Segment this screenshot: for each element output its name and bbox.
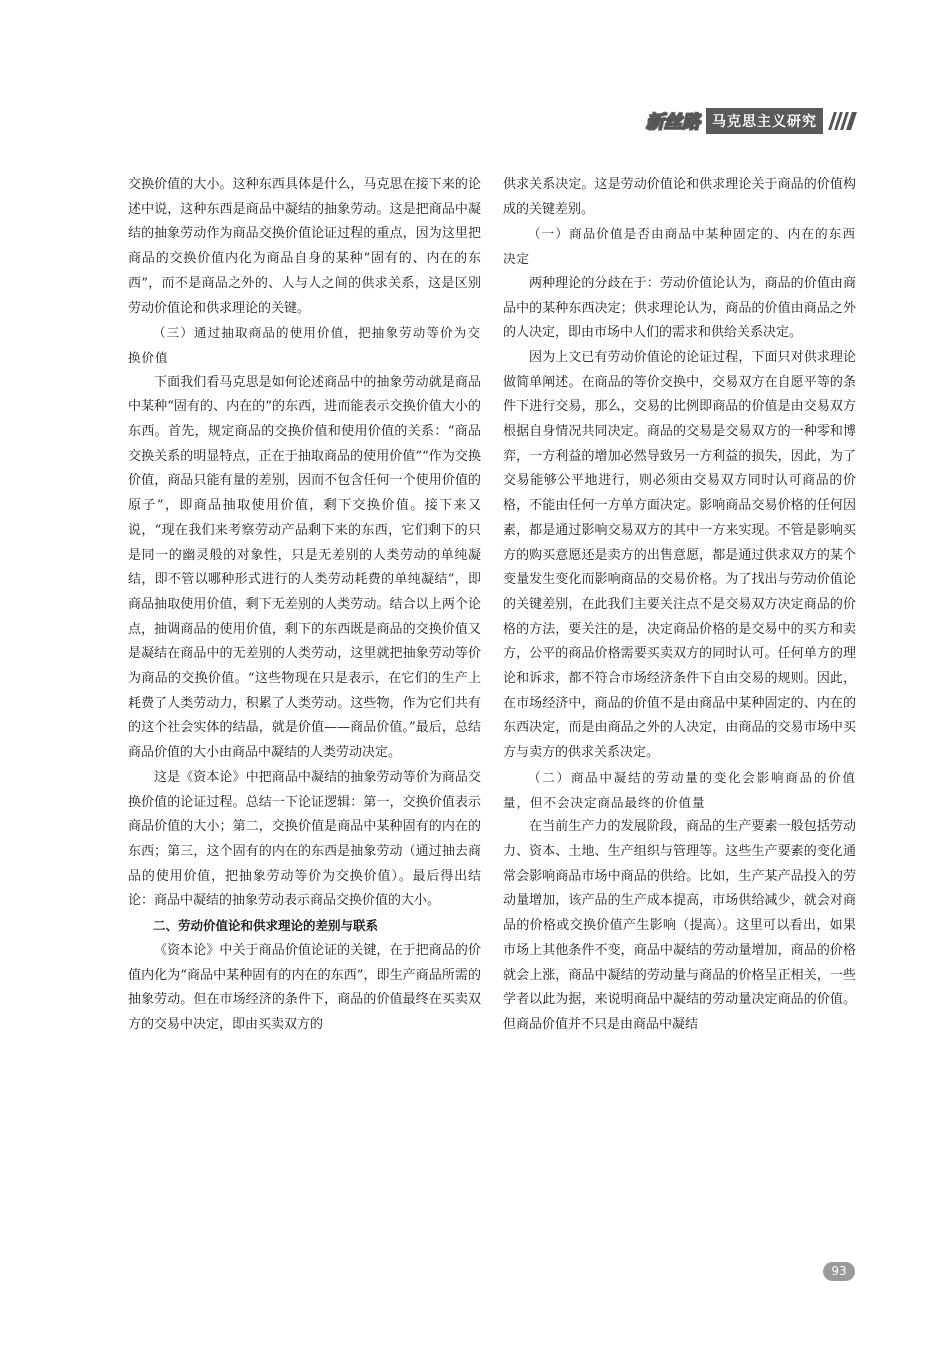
- journal-brand: 新丝路: [646, 112, 700, 133]
- paragraph: 两种理论的分歧在于：劳动价值论认为，商品的价值由商品中的某种东西决定；供求理论认为，商品的价值由商品之外的人决定，即由市场中人们的需求和供给关系决定。: [503, 275, 856, 341]
- paragraph: 供求关系决定。这是劳动价值论和供求理论关于商品的价值构成的关键差别。: [503, 177, 856, 217]
- subsection-heading: （一）商品价值是否由商品中某种固定的、内在的东西决定: [503, 226, 856, 267]
- paragraph: 《资本论》中关于商品价值论证的关键，在于把商品的价值内化为“商品中某种固有的内在的东西”，即生产商品所需的抽象劳动。但在市场经济的条件下，商品的价值最终在买卖双方的交易中决定，即由买卖双方的: [128, 942, 481, 1032]
- section-tag: 马克思主义研究: [706, 108, 823, 134]
- section-heading: 二、劳动价值论和供求理论的差别与联系: [153, 918, 379, 934]
- right-column: [503, 173, 856, 1038]
- paragraph: 这是《资本论》中把商品中凝结的抽象劳动等价为商品交换价值的论证过程。总结一下论证逻辑：第一，交换价值表示商品价值的大小；第二，交换价值是商品中某种固有的内在的东西；第三，这个固有的内在的东西是抽象劳动（通过抽去商品的使用价值，把抽象劳动等价为交换价值）。最后得出结论：商品中凝结的抽象劳动表示商品交换价值的大小。: [128, 769, 481, 909]
- page-number: 93: [823, 1262, 855, 1281]
- paragraph: 在当前生产力的发展阶段，商品的生产要素一般包括劳动力、资本、土地、生产组织与管理等。这些生产要素的变化通常会影响商品市场中商品的供给。比如，生产某产品投入的劳动量增加，该产品的生产成本提高，市场供给减少，就会对商品的价格或交换价值产生影响（提高）。这里可以看出，如果市场上其他条件不变，商品中凝结的劳动量增加，商品的价格就会上涨，商品中凝结的劳动量与商品的价格呈正相关，一些学者以此为据，来说明商品中凝结的劳动量决定商品的价值。但商品价值并不只是由商品中凝结: [503, 819, 856, 1032]
- slash-decoration-icon: [831, 112, 854, 130]
- paragraph: 因为上文已有劳动价值论的论证过程，下面只对供求理论做简单阐述。在商品的等价交换中，交易双方在自愿平等的条件下进行交易，那么，交易的比例即商品的价值是由交易双方根据自身情况共同决定。商品的交易是交易双方的一种零和博弈，一方利益的增加必然导致另一方利益的损失，因此，为了交易能够公平地进行，则必须由交易双方同时认可商品的价格，不能由任何一方单方面决定。影响商品交易价格的任何因素，都是通过影响交易双方的其中一方来实现。不管是影响买方的购买意愿还是卖方的出售意愿，都是通过供求双方的某个变量发生变化而影响商品的交易价格。为了找出与劳动价值论的关键差别，在此我们主要关注点不是交易双方决定商品的价格的方法，要关注的是，决定商品价格的是交易中的买方和卖方，公平的商品价格需要买卖双方的同时认可。任何单方的理论和诉求，都不符合市场经济条件下自由交易的规则。因此，在市场经济中，商品的价值不是由商品中某种固定的、内在的东西决定，而是由商品之外的人决定，由商品的交易市场中买方与卖方的供求关系决定。: [503, 349, 856, 761]
- paragraph: 交换价值的大小。这种东西具体是什么，马克思在接下来的论述中说，这种东西是商品中凝结的抽象劳动。这是把商品中凝结的抽象劳动作为商品交换价值论证过程的重点，因为这里把商品的交换价值内化为商品自身的某种“固有的、内在的东西”，而不是商品之外的、人与人之间的供求关系，这是区别劳动价值论和供求理论的关键。: [128, 177, 481, 316]
- journal-header: [646, 108, 854, 134]
- paragraph: 下面我们看马克思是如何论述商品中的抽象劳动就是商品中某种“固有的、内在的”的东西，进而能表示交换价值大小的东西。首先，规定商品的交换价值和使用价值的关系：“商品交换关系的明显特点，正在于抽取商品的使用价值”“作为交换价值，商品只能有量的差别，因而不包含任何一个使用价值的原子”，即商品抽取使用价值，剩下交换价值。接下来又说，“现在我们来考察劳动产品剩下来的东西，它们剩下的只是同一的幽灵般的对象性，只是无差别的人类劳动的单纯凝结，即不管以哪种形式进行的人类劳动耗费的单纯凝结”，即商品抽取使用价值，剩下无差别的人类劳动。结合以上两个论点，抽调商品的使用价值，剩下的东西既是商品的交换价值又是凝结在商品中的无差别的人类劳动，这里就把抽象劳动等价为商品的交换价值。“这些物现在只是表示，在它们的生产上耗费了人类劳动力，积累了人类劳动。这些物，作为它们共有的这个社会实体的结晶，就是价值——商品价值。”最后，总结商品价值的大小由商品中凝结的人类劳动决定。: [128, 374, 481, 761]
- left-column: [128, 173, 481, 1038]
- subsection-heading: （三）通过抽取商品的使用价值，把抽象劳动等价为交换价值: [128, 325, 481, 365]
- subsection-heading: （二）商品中凝结的劳动量的变化会影响商品的价值量，但不会决定商品最终的价值量: [503, 769, 856, 810]
